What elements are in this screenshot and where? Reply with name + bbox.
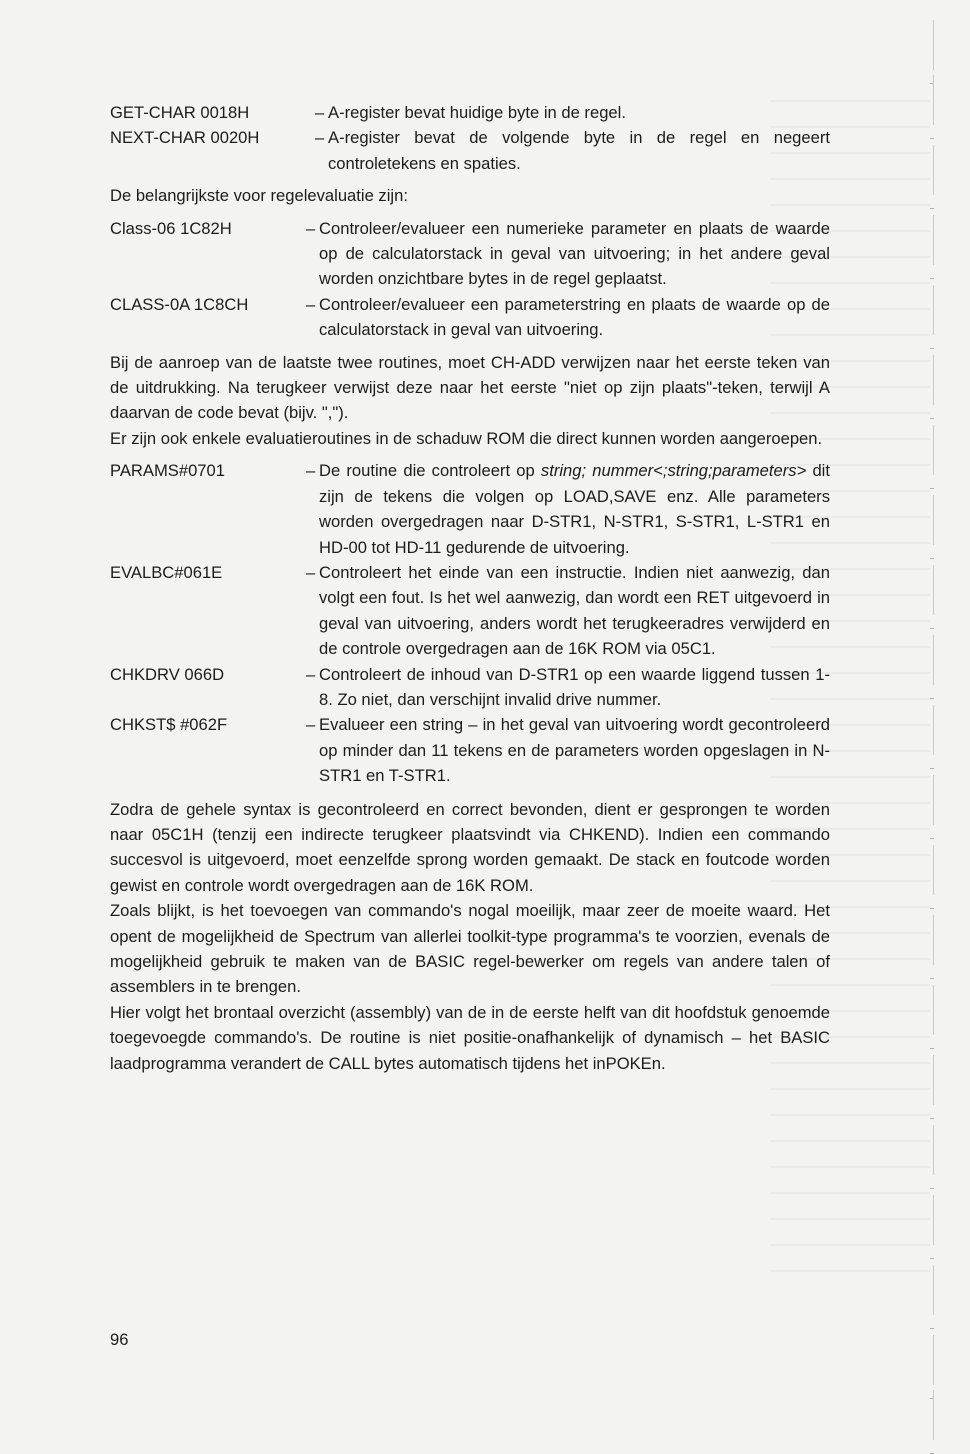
definition-text: Controleer/evalueer een numerieke parameter en plaats de waarde op de calculatorstack in geval van uitvoering; in het andere geval worden onzichtbare bytes in de regel geplaatst. (319, 218, 830, 289)
page-body (110, 100, 830, 1076)
definition-desc (306, 216, 830, 292)
definition-text: Controleert het einde van een instructie. Indien niet aanwezig, dan volgt een fout. Is het wel aanwezig, dan wordt een RET uitgevoerd in geval van uitvoering, anders wordt het terugkeeradres verwijderd en de controle overgedragen aan de 16K ROM via 05C1. (319, 562, 830, 659)
definition-text: Controleert de inhoud van D-STR1 op een waarde liggend tussen 1-8. Zo niet, dan verschijnt invalid drive nummer. (319, 664, 830, 709)
paragraph-3: Zodra de gehele syntax is gecontroleerd en correct bevonden, dient er gesprongen te worden naar 05C1H (tenzij een indirecte terugkeer plaatsvindt via CHKEND). Indien een commando succesvol is uitgevoerd, moet eenzelfde sprong worden gemaakt. De stack en foutcode worden gewist en controle wordt overgedragen aan de 16K ROM. (110, 799, 830, 895)
paragraph-4: Zoals blijkt, is het toevoegen van commando's nogal moeilijk, maar zeer de moeite waard. Het opent de mogelijkheid de Spectrum van allerlei toolkit-type programma's te voorzien, evenals de mogelijkheid gebruik te maken van de BASIC regel-bewerker om regels van andere talen of assemblers in te brengen. (110, 901, 830, 997)
definition-params (110, 458, 830, 560)
definition-text: Controleer/evalueer een parameterstring en plaats de waarde op de calculatorstack in geval van uitvoering. (319, 294, 830, 340)
paragraph-2: Er zijn ook enkele evaluatieroutines in de schaduw ROM die direct kunnen worden aangeroepen. (110, 428, 823, 448)
definition-term: CHKST$ #062F (110, 715, 228, 735)
definition-chkdrv (110, 662, 830, 713)
page-number: 96 (110, 1330, 129, 1349)
definition-term: CHKDRV 066D (110, 664, 225, 684)
definition-desc (306, 712, 830, 788)
definition-desc (306, 662, 830, 713)
definition-desc (315, 100, 830, 125)
definition-class-0a (110, 292, 830, 343)
definition-text: Evalueer een string – in het geval van uitvoering wordt gecontroleerd op minder dan 11 tekens en de parameters worden opgeslagen in N-STR1 en T-STR1. (319, 715, 830, 786)
definition-term: EVALBC#061E (110, 562, 223, 582)
definition-desc (306, 560, 830, 662)
margin-tick-marks (910, 0, 970, 1441)
definition-desc (306, 292, 830, 343)
text-part: dit zijn de tekens die volgen op LOAD,SAVE enz. Alle parameters worden overgedragen naar D-STR1, N-STR1, S-STR1, L-STR1 en HD-00 tot HD-11 gedurende de uitvoering. (319, 461, 830, 557)
definition-text (319, 458, 830, 560)
text-part: De routine die controleert op (319, 461, 541, 481)
dash: – (306, 715, 316, 735)
definition-desc (306, 458, 830, 560)
dash: – (306, 294, 316, 314)
definition-term: PARAMS#0701 (110, 461, 225, 481)
definition-chkst (110, 712, 830, 788)
definition-term: Class-06 1C82H (110, 218, 232, 238)
definition-term: NEXT-CHAR 0020H (110, 128, 260, 148)
definition-term: GET-CHAR 0018H (110, 103, 250, 122)
definition-desc (315, 125, 830, 176)
dash: – (315, 103, 325, 122)
definition-class-06 (110, 216, 830, 292)
dash: – (306, 562, 316, 582)
dash: – (306, 218, 316, 238)
italic-text: string; nummer<;string;parameters> (540, 461, 807, 481)
dash: – (306, 664, 316, 684)
dash: – (306, 461, 316, 481)
definition-evalbc (110, 560, 830, 662)
paragraph-1: Bij de aanroep van de laatste twee routines, moet CH-ADD verwijzen naar het eerste teken van de uitdrukking. Na terugkeer verwijst deze naar het eerste "niet op zijn plaats"-teken, terwijl A daarvan de code bevat (bijv. ","). (110, 352, 830, 423)
paragraph-5: Hier volgt het brontaal overzicht (assembly) van de in de eerste helft van dit hoofdstuk genoemde toegevoegde commando's. De routine is niet positie-onafhankelijk of dynamisch – het BASIC laadprogramma verandert de CALL bytes automatisch tijdens het inPOKEn. (110, 1002, 830, 1073)
definition-next-char (110, 125, 830, 176)
definition-text: A-register bevat de volgende byte in de regel en negeert controletekens en spaties. (328, 128, 830, 173)
definition-text: A-register bevat huidige byte in de regel. (328, 103, 626, 122)
definition-get-char (110, 100, 830, 125)
intro-evaluation: De belangrijkste voor regelevaluatie zijn: (110, 186, 408, 206)
dash: – (315, 128, 325, 148)
definition-term: CLASS-0A 1C8CH (110, 294, 249, 314)
